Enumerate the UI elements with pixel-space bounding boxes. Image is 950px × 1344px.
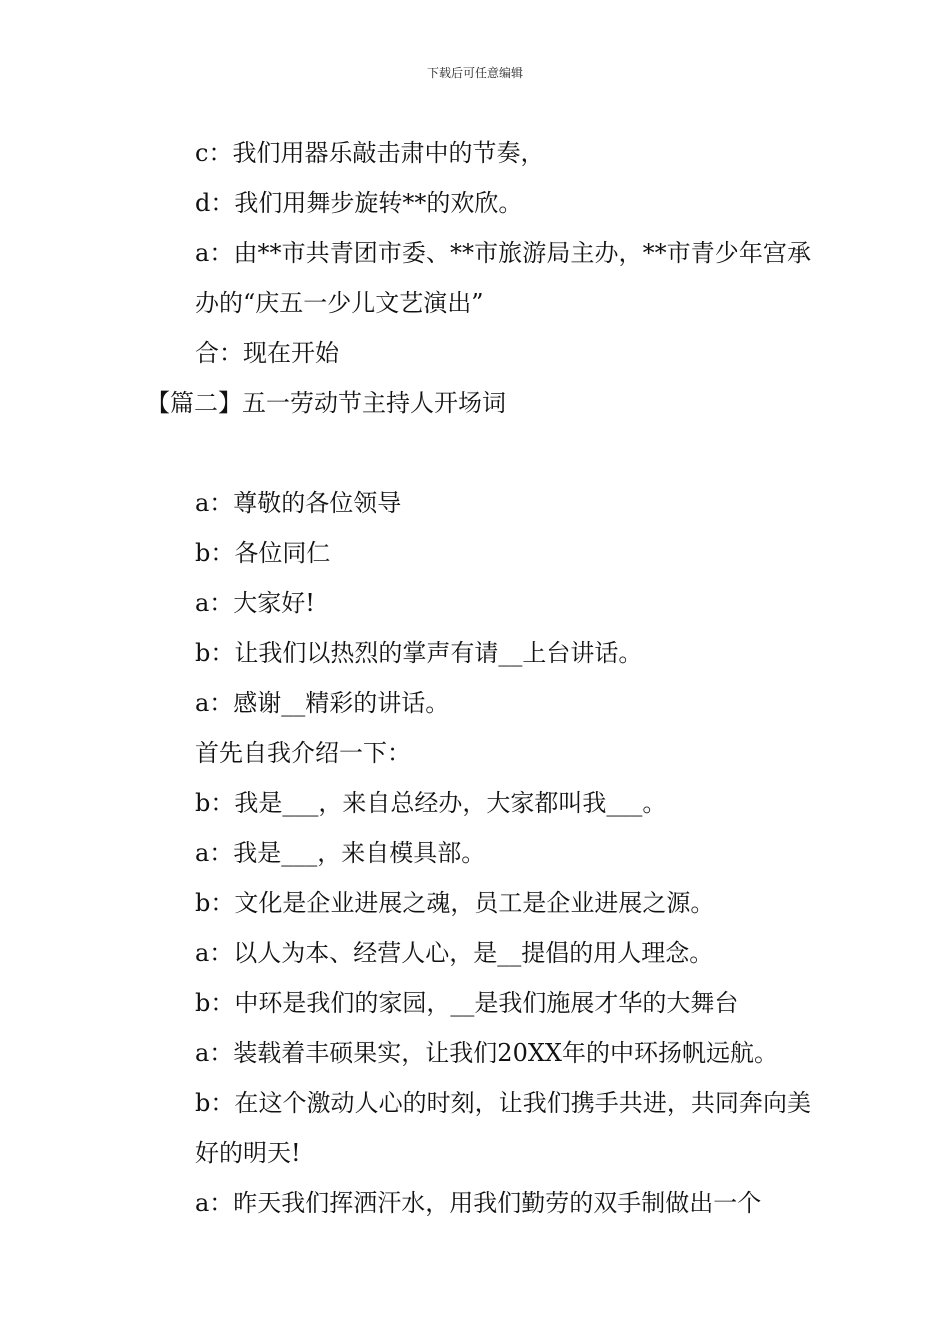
paragraph: 首先自我介绍一下： [195, 739, 411, 767]
paragraph: a：由**市共青团市委、**市旅游局主办，**市青少年宫承办的“庆五一少儿文艺演出” [195, 239, 811, 317]
paragraph: a：装载着丰硕果实，让我们20XX年的中环扬帆远航。 [195, 1039, 779, 1067]
paragraph: d：我们用舞步旋转**的欢欣。 [195, 189, 523, 217]
paragraph: a：感谢__精彩的讲话。 [195, 689, 450, 717]
paragraph: a：大家好! [195, 589, 315, 617]
paragraph: b：让我们以热烈的掌声有请__上台讲话。 [195, 639, 643, 667]
section-heading: 【篇二】五一劳动节主持人开场词 [146, 389, 506, 417]
page-header: 下载后可任意编辑 [426, 66, 523, 80]
paragraph: 合：现在开始 [195, 339, 339, 367]
paragraph: b：各位同仁 [195, 539, 331, 567]
paragraph: a：以人为本、经营人心，是__提倡的用人理念。 [195, 939, 714, 967]
paragraph: b：在这个激动人心的时刻，让我们携手共进，共同奔向美好的明天! [195, 1089, 811, 1167]
paragraph: b：中环是我们的家园，__是我们施展才华的大舞台 [195, 989, 739, 1017]
paragraph: b：我是___，来自总经办，大家都叫我___。 [195, 789, 667, 817]
paragraph: a：尊敬的各位领导 [195, 489, 402, 517]
paragraph: a：我是___，来自模具部。 [195, 839, 486, 867]
paragraph: b：文化是企业进展之魂，员工是企业进展之源。 [195, 889, 715, 917]
document-body [147, 128, 811, 1228]
paragraph: a：昨天我们挥洒汗水，用我们勤劳的双手制做出一个 [195, 1189, 762, 1217]
blank-line [147, 428, 811, 478]
paragraph: c：我们用器乐敲击肃中的节奏， [195, 139, 545, 167]
